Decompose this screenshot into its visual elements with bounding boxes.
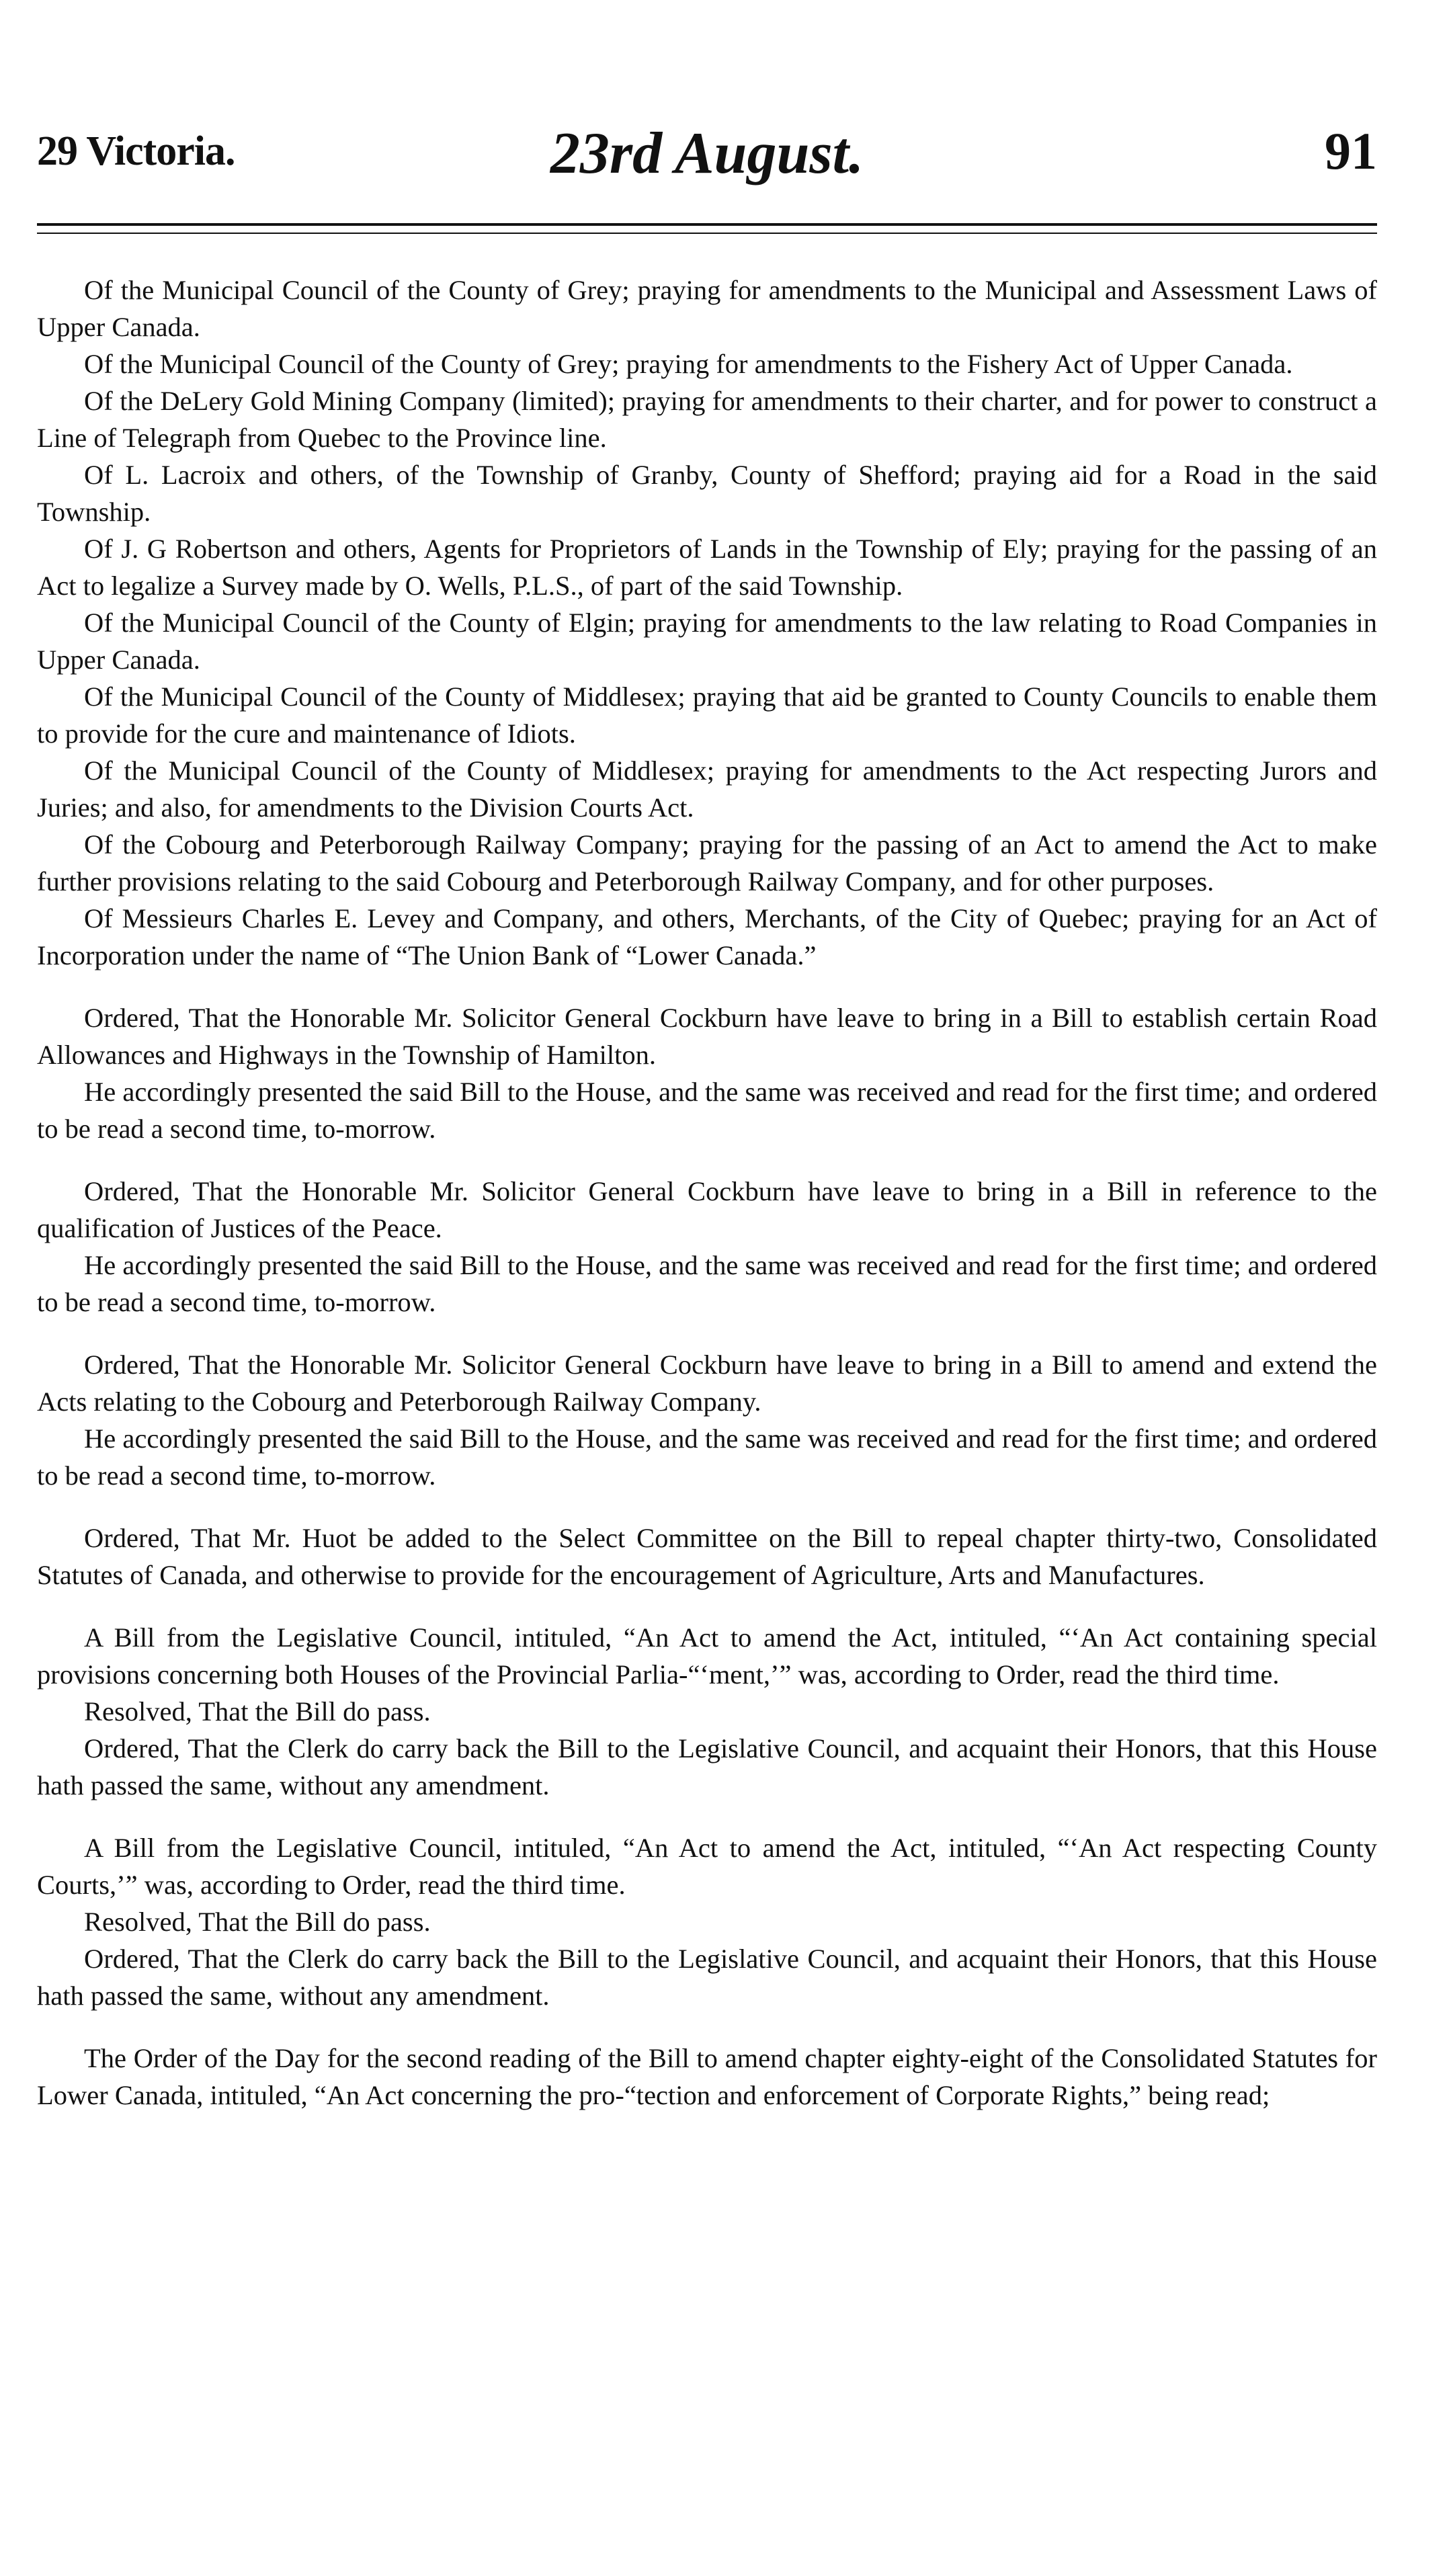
- petition-paragraph: Of the Municipal Council of the County of Grey; praying for amendments to the Municipal and Assessment Laws of Upper Canada.: [37, 275, 1377, 342]
- bill-provincial-parliament: [37, 1619, 1377, 1804]
- presentation-paragraph: He accordingly presented the said Bill to the House, and the same was received and read for the first time; and ordered to be read a second time, to-morrow.: [37, 1077, 1377, 1144]
- ordered-paragraph: Ordered, That the Clerk do carry back the Bill to the Legislative Council, and acquaint their Honors, that this House hath passed the same, without any amendment.: [37, 1944, 1377, 2011]
- page-date: 23rd August.: [550, 121, 864, 186]
- petition-paragraph: Of the DeLery Gold Mining Company (limited); praying for amendments to their charter, and for power to construct a Line of Telegraph from Quebec to the Province line.: [37, 386, 1377, 453]
- petition-paragraph: Of the Municipal Council of the County of Grey; praying for amendments to the Fishery Act of Upper Canada.: [84, 349, 1293, 379]
- page-body: [37, 272, 1377, 2114]
- order-paragraph: Ordered, That the Honorable Mr. Solicitor General Cockburn have leave to bring in a Bill to amend and extend the Acts relating to the Cobourg and Peterborough Railway Company.: [37, 1349, 1377, 1417]
- petition-paragraph: Of the Municipal Council of the County of Middlesex; praying that aid be granted to County Councils to enable them to provide for the cure and maintenance of Idiots.: [37, 681, 1377, 749]
- bill-paragraph: A Bill from the Legislative Council, intituled, “An Act to amend the Act, intituled, “‘An Act containing special provisions concerning both Houses of the Provincial Parlia-“‘ment,’” was, according to Order, read the third time.: [37, 1622, 1377, 1690]
- petition-paragraph: Of L. Lacroix and others, of the Township of Granby, County of Shefford; praying aid for a Road in the said Township.: [37, 460, 1377, 527]
- order-paragraph: Ordered, That the Honorable Mr. Solicitor General Cockburn have leave to bring in a Bill to establish certain Road Allowances and Highways in the Township of Hamilton.: [37, 1003, 1377, 1070]
- bill-county-courts: [37, 1829, 1377, 2014]
- petition-paragraph: Of Messieurs Charles E. Levey and Company, and others, Merchants, of the City of Quebec; praying for an Act of Incorporation under the name of “The Union Bank of “Lower Canada.”: [37, 903, 1377, 970]
- order-justices-peace: [37, 1173, 1377, 1321]
- ordered-paragraph: Ordered, That the Clerk do carry back the Bill to the Legislative Council, and acquaint their Honors, that this House hath passed the same, without any amendment.: [37, 1733, 1377, 1800]
- petition-paragraph: Of the Municipal Council of the County of Elgin; praying for amendments to the law relating to Road Companies in Upper Canada.: [37, 608, 1377, 675]
- petition-paragraph: Of the Cobourg and Peterborough Railway Company; praying for the passing of an Act to amend the Act to make further provisions relating to the said Cobourg and Peterborough Railway Company, and for other purposes.: [37, 829, 1377, 897]
- resolved-paragraph: Resolved, That the Bill do pass.: [84, 1696, 431, 1727]
- order-paragraph: Ordered, That Mr. Huot be added to the Select Committee on the Bill to repeal chapter thirty-two, Consolidated Statutes of Canada, and otherwise to provide for the encouragement of Agriculture, Arts and Manufactures.: [37, 1523, 1377, 1590]
- order-railway-acts: [37, 1346, 1377, 1494]
- order-select-committee: [37, 1520, 1377, 1593]
- header-rule: [37, 223, 1377, 234]
- page-header: [37, 101, 1377, 188]
- presentation-paragraph: He accordingly presented the said Bill to the House, and the same was received and read for the first time; and ordered to be read a second time, to-morrow.: [37, 1250, 1377, 1317]
- order-day-paragraph: The Order of the Day for the second reading of the Bill to amend chapter eighty-eight of the Consolidated Statutes for Lower Canada, intituled, “An Act concerning the pro-“tection and enforcement of Corporate Rights,” being read;: [37, 2043, 1377, 2110]
- petitions-block: [37, 272, 1377, 974]
- resolved-paragraph: Resolved, That the Bill do pass.: [84, 1907, 431, 1937]
- order-road-allowances: [37, 999, 1377, 1147]
- petition-paragraph: Of the Municipal Council of the County of Middlesex; praying for amendments to the Act respecting Jurors and Juries; and also, for amendments to the Division Courts Act.: [37, 755, 1377, 823]
- presentation-paragraph: He accordingly presented the said Bill to the House, and the same was received and read for the first time; and ordered to be read a second time, to-morrow.: [37, 1423, 1377, 1491]
- regnal-year: 29 Victoria.: [37, 128, 235, 174]
- order-paragraph: Ordered, That the Honorable Mr. Solicitor General Cockburn have leave to bring in a Bill in reference to the qualification of Justices of the Peace.: [37, 1176, 1377, 1243]
- petition-paragraph: Of J. G Robertson and others, Agents for Proprietors of Lands in the Township of Ely; praying for the passing of an Act to legalize a Survey made by O. Wells, P.L.S., of part of the said Township.: [37, 534, 1377, 601]
- bill-paragraph: A Bill from the Legislative Council, intituled, “An Act to amend the Act, intituled, “‘An Act respecting County Courts,’” was, according to Order, read the third time.: [37, 1833, 1377, 1900]
- order-of-the-day: [37, 2040, 1377, 2114]
- page-number: 91: [1325, 122, 1377, 180]
